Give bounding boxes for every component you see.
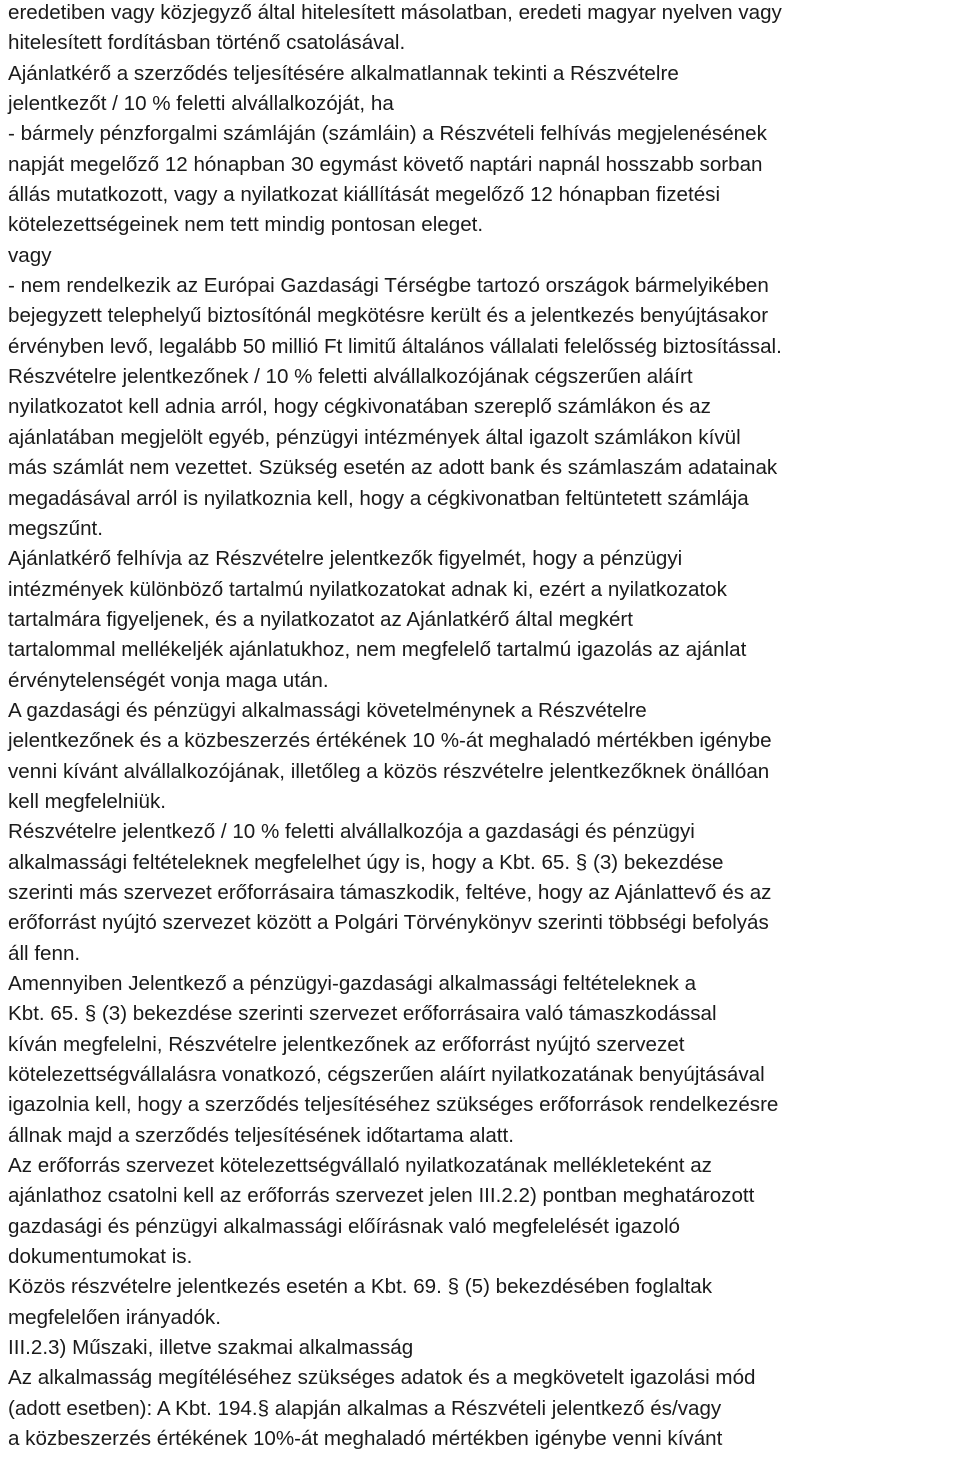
text-line: Ajánlatkérő felhívja az Részvételre jelentkezők figyelmét, hogy a pénzügyi (8, 547, 683, 571)
text-line: kíván megfelelni, Részvételre jelentkezőnek az erőforrást nyújtó szervezet (8, 1032, 685, 1056)
text-line: kell megfelelniük. (8, 789, 166, 813)
text-line: igazolnia kell, hogy a szerződés teljesítéséhez szükséges erőforrások rendelkezésre (8, 1093, 779, 1117)
text-line: Ajánlatkérő a szerződés teljesítésére alkalmatlannak tekinti a Részvételre (8, 61, 679, 85)
text-line: vagy (8, 243, 52, 267)
text-line: kötelezettségeinek nem tett mindig pontosan eleget. (8, 213, 484, 237)
text-line: Az alkalmasság megítéléséhez szükséges adatok és a megkövetelt igazolási mód (8, 1366, 756, 1390)
text-line: megfelelően irányadók. (8, 1305, 221, 1329)
text-line: dokumentumokat is. (8, 1245, 193, 1269)
text-line: nyilatkozatot kell adnia arról, hogy cégkivonatában szereplő számlákon és az (8, 395, 711, 419)
text-line: kötelezettségvállalásra vonatkozó, cégszerűen aláírt nyilatkozatának benyújtásával (8, 1063, 765, 1087)
text-line: Közös részvételre jelentkezés esetén a Kbt. 69. § (5) bekezdésében foglaltak (8, 1275, 713, 1299)
text-line: tartalommal mellékeljék ajánlatukhoz, nem megfelelő tartalmú igazolás az ajánlat (8, 638, 747, 662)
text-line: megadásával arról is nyilatkoznia kell, hogy a cégkivonatban feltüntetett számlája (8, 486, 749, 510)
text-line: venni kívánt alvállalkozójának, illetőleg a közös részvételre jelentkezőknek önállóan (8, 759, 770, 783)
text-line: jelentkezőnek és a közbeszerzés értékének 10 %-át meghaladó mértékben igénybe (8, 729, 772, 753)
text-line: bejegyzett telephelyű biztosítónál megkötésre került és a jelentkezés benyújtásakor (8, 304, 769, 328)
text-line: megszűnt. (8, 516, 104, 540)
text-line: szerinti más szervezet erőforrásaira támaszkodik, feltéve, hogy az Ajánlattevő és az (8, 880, 772, 904)
text-line: érvénytelenségét vonja maga után. (8, 668, 329, 692)
text-line: áll fenn. (8, 941, 81, 965)
text-line: tartalmára figyeljenek, és a nyilatkozatot az Ajánlatkérő által megkért (8, 607, 633, 631)
text-line: ajánlatában megjelölt egyéb, pénzügyi intézmények által igazolt számlákon kívül (8, 425, 741, 449)
text-line: A gazdasági és pénzügyi alkalmassági követelménynek a Részvételre (8, 698, 647, 722)
text-line: állnak majd a szerződés teljesítésének időtartama alatt. (8, 1123, 514, 1147)
text-line: ajánlathoz csatolni kell az erőforrás szervezet jelen III.2.2) pontban meghatározott (8, 1184, 755, 1208)
text-line: (adott esetben): A Kbt. 194.§ alapján alkalmas a Részvételi jelentkező és/vagy (8, 1396, 722, 1420)
text-line: érvényben levő, legalább 50 millió Ft limitű általános vállalati felelősség biztosítással. (8, 334, 782, 358)
text-line: gazdasági és pénzügyi alkalmassági előírásnak való megfelelését igazoló (8, 1214, 680, 1238)
document-body (8, 0, 958, 1455)
text-line: állás mutatkozott, vagy a nyilatkozat kiállítását megelőző 12 hónapban fizetési (8, 183, 721, 207)
text-line: Az erőforrás szervezet kötelezettségvállaló nyilatkozatának mellékleteként az (8, 1154, 712, 1178)
text-line: Részvételre jelentkezőnek / 10 % feletti alvállalkozójának cégszerűen aláírt (8, 365, 693, 389)
section-heading: III.2.3) Műszaki, illetve szakmai alkalmasság (8, 1336, 414, 1360)
text-line: erőforrást nyújtó szervezet között a Polgári Törvénykönyv szerinti többségi befolyás (8, 911, 769, 935)
text-line: a közbeszerzés értékének 10%-át meghaladó mértékben igénybe venni kívánt (8, 1427, 723, 1451)
text-line: - nem rendelkezik az Európai Gazdasági Térségbe tartozó országok bármelyikében (8, 274, 769, 298)
text-line: intézmények különböző tartalmú nyilatkozatokat adnak ki, ezért a nyilatkozatok (8, 577, 727, 601)
text-line: Amennyiben Jelentkező a pénzügyi-gazdasági alkalmassági feltételeknek a (8, 972, 697, 995)
text-line: Kbt. 65. § (3) bekezdése szerinti szervezet erőforrásaira való támaszkodással (8, 1002, 717, 1026)
text-line: alkalmassági feltételeknek megfelelhet úgy is, hogy a Kbt. 65. § (3) bekezdése (8, 850, 724, 874)
text-line: Részvételre jelentkező / 10 % feletti alvállalkozója a gazdasági és pénzügyi (8, 820, 695, 844)
text-line: eredetiben vagy közjegyző által hitelesített másolatban, eredeti magyar nyelven vagy (8, 1, 782, 24)
text-line: más számlát nem vezettet. Szükség esetén az adott bank és számlaszám adatainak (8, 456, 778, 480)
text-line: napját megelőző 12 hónapban 30 egymást követő naptári napnál hosszabb sorban (8, 152, 763, 176)
text-line: jelentkezőt / 10 % feletti alvállalkozóját, ha (8, 92, 394, 116)
text-line: - bármely pénzforgalmi számláján (számláin) a Részvételi felhívás megjelenésének (8, 122, 767, 146)
text-line: hitelesített fordításban történő csatolásával. (8, 31, 406, 55)
